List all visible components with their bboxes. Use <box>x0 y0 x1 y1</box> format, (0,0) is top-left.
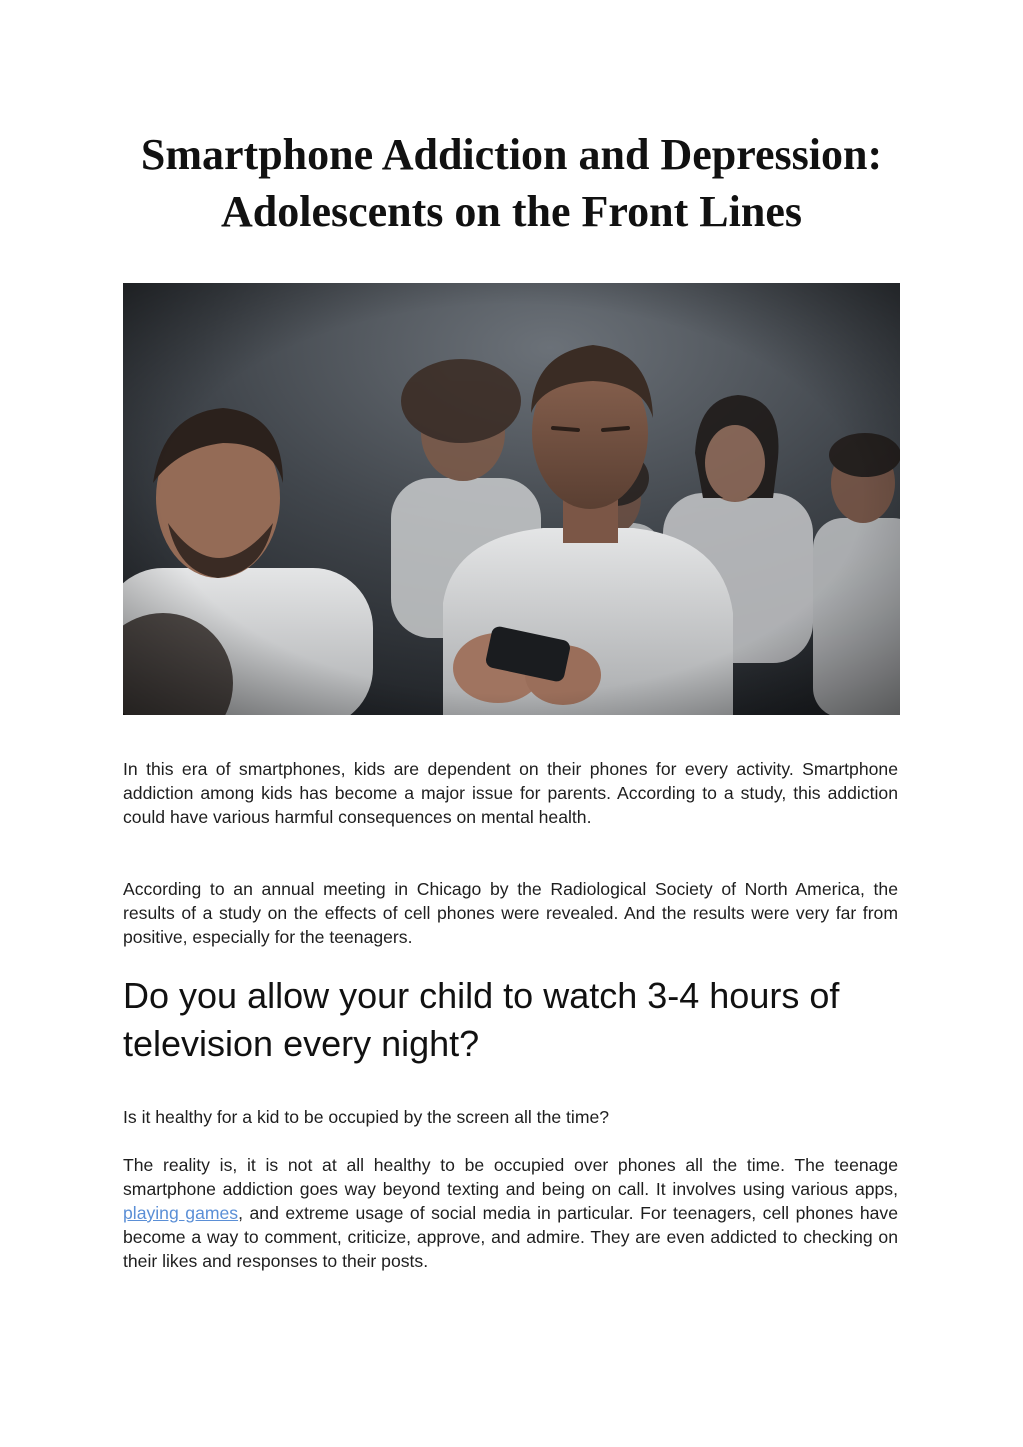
article-title: Smartphone Addiction and Depression: Adolescents on the Front Lines <box>140 130 883 236</box>
section-heading: Do you allow your child to watch 3-4 hours of television every night? <box>123 975 840 1064</box>
study-paragraph: According to an annual meeting in Chicago by the Radiological Society of North America, the results of a study on the effects of cell phones were revealed. And the results were very far from positive, especially for the teenagers. <box>123 879 898 947</box>
reality-paragraph <box>123 1153 898 1273</box>
reality-text-after-link: , and extreme usage of social media in particular. For teenagers, cell phones have become a way to comment, criticize, approve, and admire. They are even addicted to checking on their likes and responses to their posts. <box>123 1203 899 1271</box>
playing-games-link[interactable]: playing games <box>123 1203 239 1223</box>
intro-paragraph: In this era of smartphones, kids are dependent on their phones for every activity. Smartphone addiction among kids has become a major issue for parents. According to a study, this addiction could have various harmful consequences on mental health. <box>123 759 898 827</box>
question-paragraph: Is it healthy for a kid to be occupied by the screen all the time? <box>123 1107 610 1127</box>
reality-text-before-link: The reality is, it is not at all healthy to be occupied over phones all the time. The teenage smartphone addiction goes way beyond texting and being on call. It involves using various apps, <box>123 1155 898 1199</box>
hero-photo <box>123 283 900 715</box>
